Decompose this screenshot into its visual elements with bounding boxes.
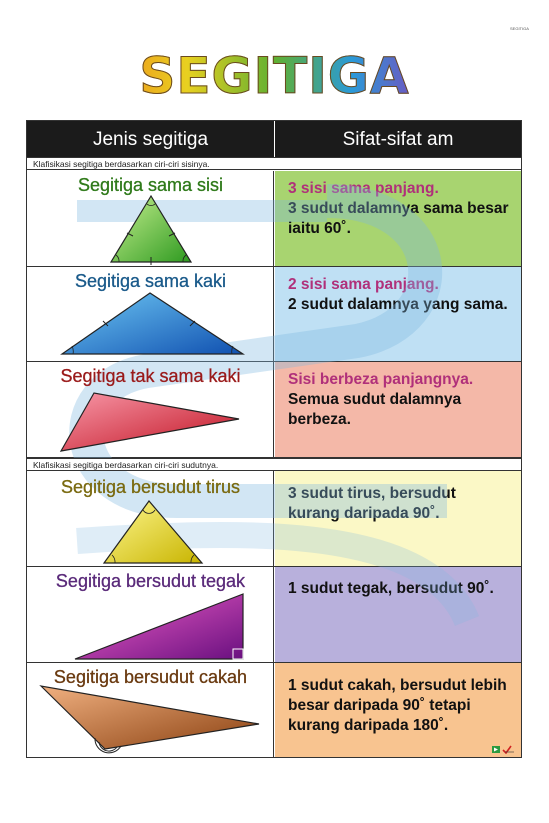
property-text: 1 sudut tegak, bersudut 90˚. <box>288 580 494 597</box>
property-text: 3 sudut tirus, bersudut kurang daripada 90˚. <box>288 485 456 522</box>
isosceles-triangle-icon <box>62 293 243 354</box>
triangle-table <box>26 120 522 758</box>
right-triangle-icon <box>75 594 243 659</box>
classification-note-angles: Klafisikasi segitiga berdasarkan ciri-ciri sudutnya. <box>27 458 521 471</box>
page-title: SEGITIGA <box>0 46 549 106</box>
triangle-drawings <box>27 121 522 758</box>
property-highlight: Sisi berbeza panjangnya. <box>288 371 474 388</box>
scalene-triangle-icon <box>61 393 239 451</box>
publisher-logo-icon <box>492 745 516 754</box>
property-text: 3 sudut dalamnya sama besar iaitu 60˚. <box>288 200 509 237</box>
equilateral-triangle-icon <box>111 196 191 265</box>
property-text: 1 sudut cakah, bersudut lebih besar daripada 90˚ tetapi kurang daripada 180˚. <box>288 677 507 734</box>
property-text: Semua sudut dalamnya berbeza. <box>288 391 462 428</box>
property-highlight: 2 sisi sama panjang. <box>288 276 439 293</box>
poster-code: SEGITIGA <box>510 26 529 31</box>
acute-triangle-icon <box>104 501 202 563</box>
property-text: 2 sudut dalamnya yang sama. <box>288 296 508 313</box>
triangle-name: Segitiga bersudut tegak <box>55 571 246 591</box>
classification-note-sides: Klafisikasi segitiga berdasarkan ciri-ciri sisinya. <box>27 157 521 170</box>
obtuse-triangle-icon <box>41 686 259 753</box>
header-type: Jenis segitiga <box>27 121 275 158</box>
triangle-name: Segitiga bersudut cakah <box>53 667 248 687</box>
triangle-name: Segitiga tak sama kaki <box>60 366 241 386</box>
header-properties: Sifat-sifat am <box>342 128 454 150</box>
triangle-name: Segitiga bersudut tirus <box>60 477 241 497</box>
triangle-name: Segitiga sama kaki <box>74 271 227 291</box>
property-highlight: 3 sisi sama panjang. <box>288 180 439 197</box>
triangle-name: Segitiga sama sisi <box>77 175 224 195</box>
